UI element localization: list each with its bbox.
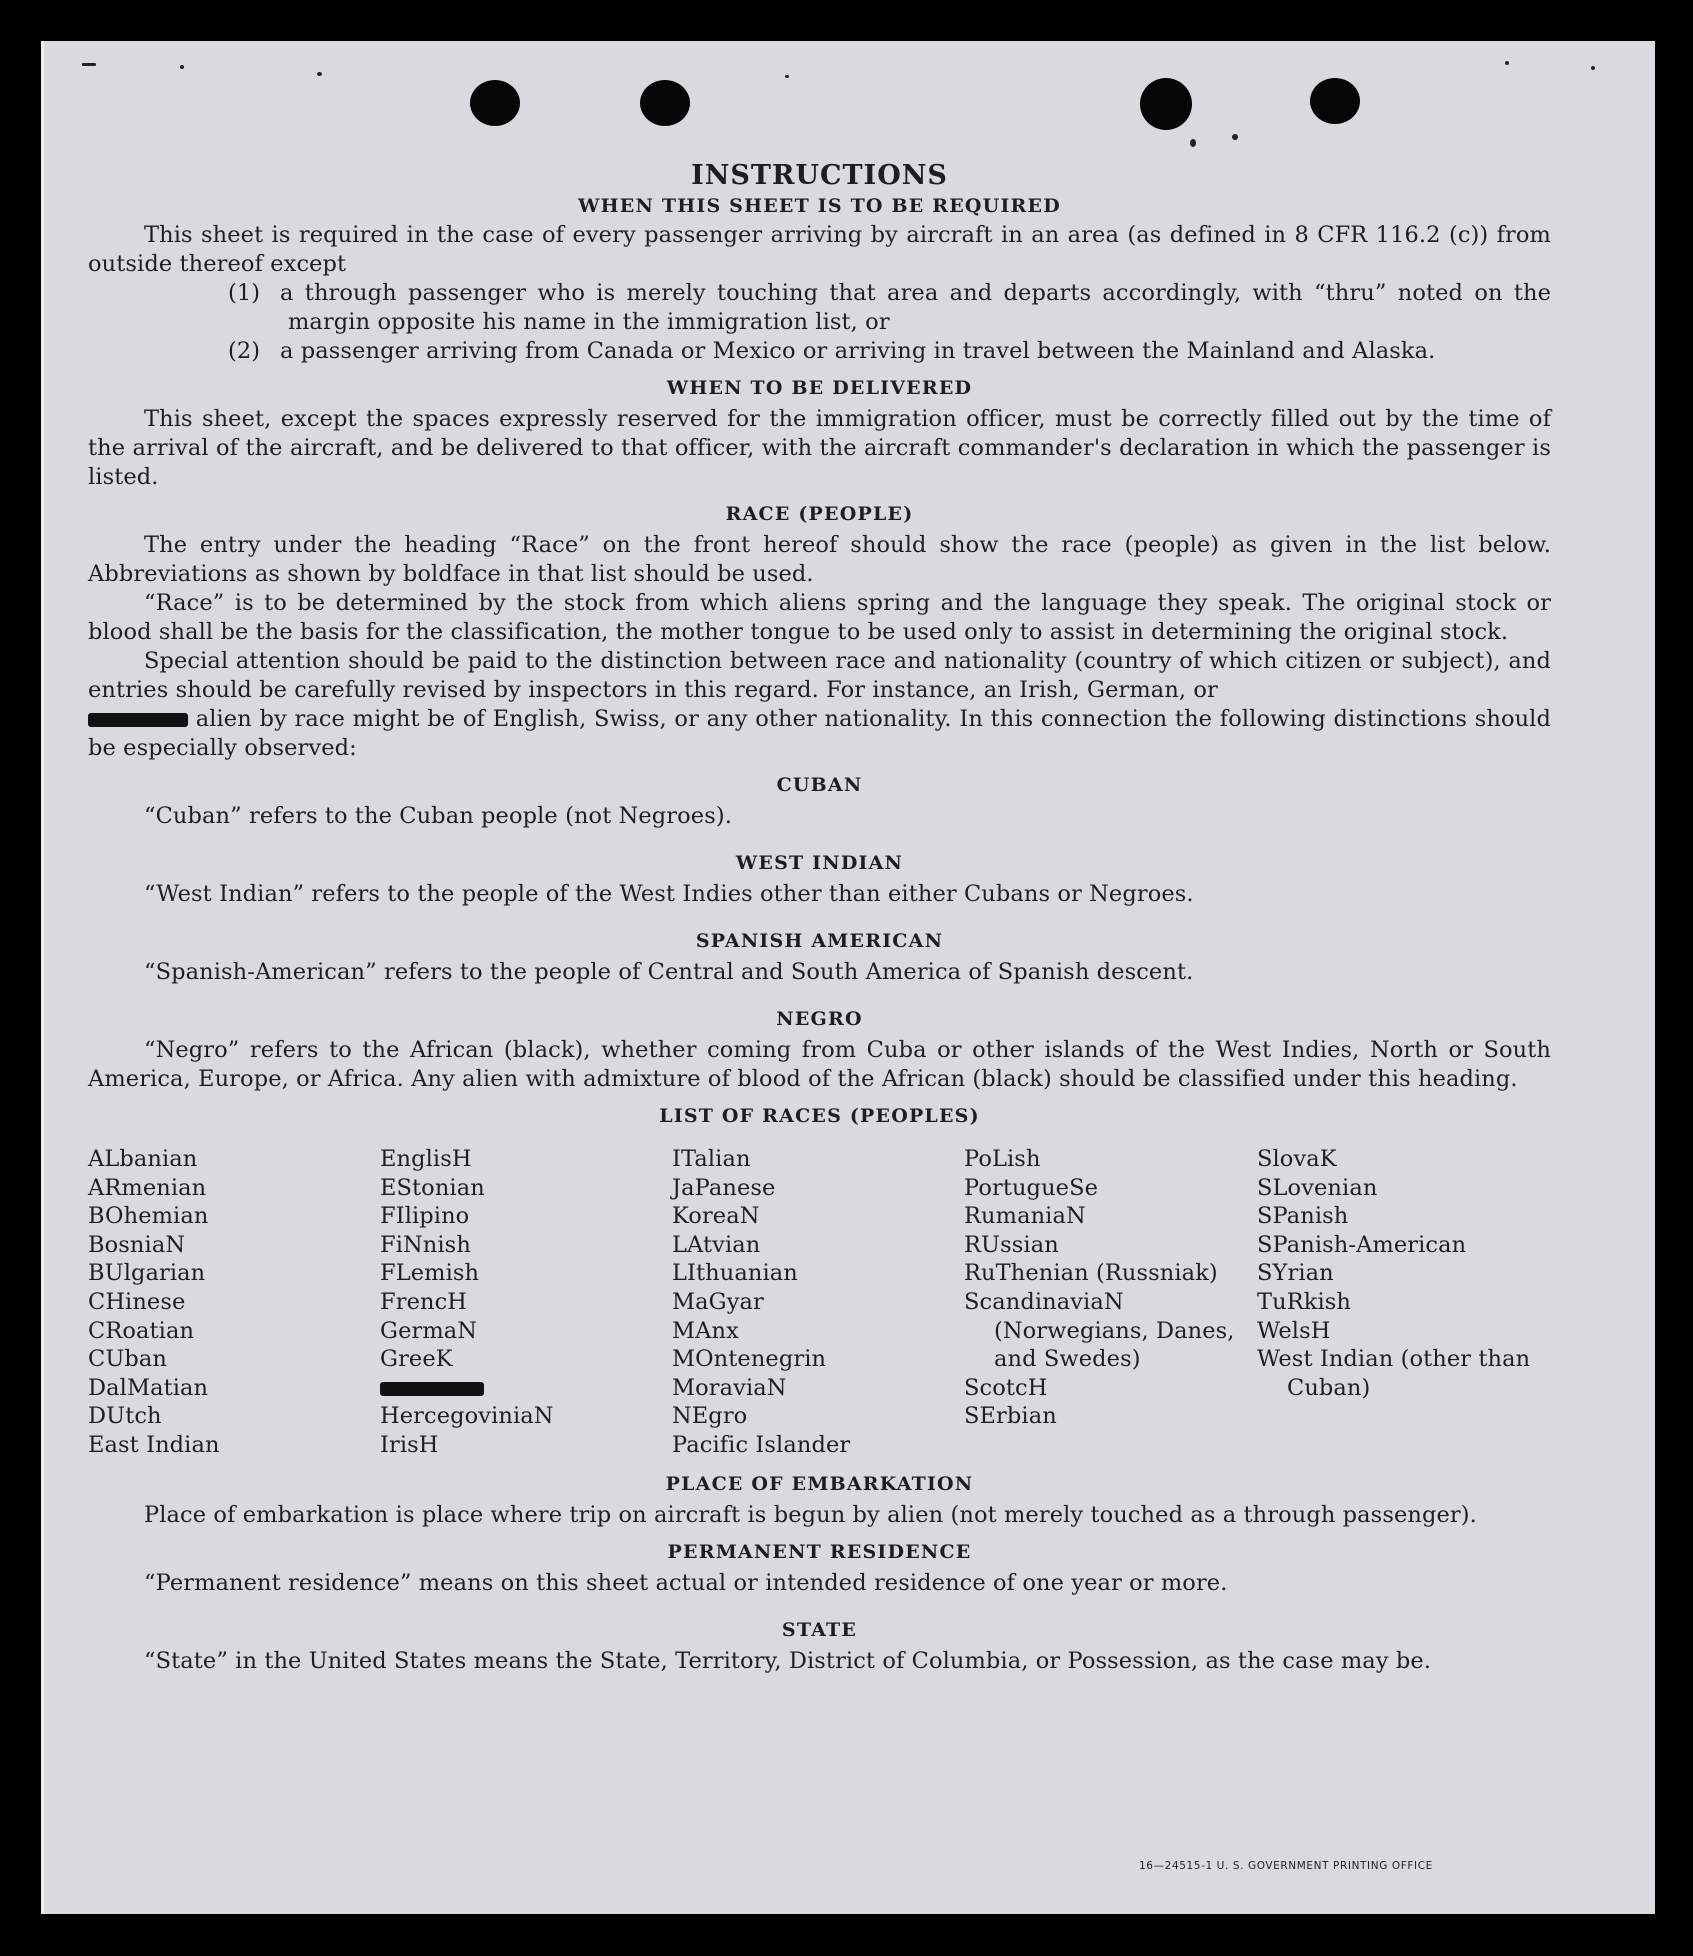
race-item: LIthuanian: [672, 1260, 798, 1287]
list-item: [88, 337, 1551, 366]
race-item: JaPanese: [672, 1174, 776, 1201]
paragraph: [88, 647, 1551, 763]
section-heading: PERMANENT RESIDENCE: [667, 1540, 972, 1563]
race-item: CHinese: [88, 1288, 186, 1315]
race-column: [88, 1145, 380, 1460]
section-heading: STATE: [781, 1618, 858, 1641]
race-item: East Indian: [88, 1431, 220, 1458]
item-number: (1): [228, 280, 261, 306]
race-item: Pacific Islander: [672, 1431, 851, 1458]
race-item: BUlgarian: [88, 1260, 206, 1287]
race-item: MoraviaN: [672, 1374, 787, 1401]
paragraph: The entry under the heading “Race” on the front hereof should show the race (people) as given in the list below. Abbreviations as shown by boldface in that list should be used.: [88, 532, 1551, 587]
list-item: [88, 279, 1551, 337]
paragraph: “West Indian” refers to the people of the West Indies other than either Cubans or Negroes.: [144, 881, 1194, 907]
section-heading: SPANISH AMERICAN: [695, 930, 944, 952]
race-item: FiNnish: [380, 1231, 471, 1258]
paragraph: “Spanish-American” refers to the people of Central and South America of Spanish descent.: [144, 959, 1194, 985]
race-item: West Indian (other than Cuban): [1257, 1346, 1531, 1401]
race-item: MAnx: [672, 1317, 739, 1344]
race-item: ALbanian: [88, 1146, 198, 1172]
race-item: RumaniaN: [964, 1203, 1086, 1230]
item-text: a through passenger who is merely touching that area and departs accordingly, with “thru” noted on the margin opposite his name in the immigration list, or: [280, 280, 1551, 335]
race-item: ScotcH: [964, 1374, 1048, 1401]
document-sheet: [41, 41, 1655, 1914]
race-item: DUtch: [88, 1403, 162, 1430]
speck: [1505, 61, 1509, 65]
paragraph: “Cuban” refers to the Cuban people (not Negroes).: [144, 803, 732, 829]
race-item: RUssian: [964, 1231, 1059, 1258]
punch-hole: [1140, 78, 1192, 130]
race-item: CRoatian: [88, 1317, 195, 1344]
race-item: GreeK: [380, 1346, 453, 1373]
speck: [1232, 134, 1238, 140]
race-item: BosniaN: [88, 1231, 186, 1258]
section-heading: WHEN THIS SHEET IS TO BE REQUIRED: [578, 195, 1061, 217]
race-item: SPanish-American: [1257, 1231, 1467, 1258]
race-item: TuRkish: [1257, 1288, 1352, 1315]
redaction-mark: [88, 713, 188, 727]
race-list: [88, 1145, 1551, 1460]
race-item: DalMatian: [88, 1374, 209, 1401]
paragraph: This sheet is required in the case of every passenger arriving by aircraft in an area (as defined in 8 CFR 116.2 (c)) from outside thereof except: [88, 222, 1551, 277]
punch-hole: [470, 80, 520, 126]
punch-hole: [1310, 78, 1360, 124]
race-item: FLemish: [380, 1260, 480, 1287]
speck: [1190, 139, 1196, 147]
speck: [317, 72, 322, 76]
race-item: EStonian: [380, 1174, 485, 1201]
text-run: alien by race might be of English, Swiss, or any other nationality. In this connection the following distinctions should be especially observed:: [88, 706, 1551, 761]
paragraph: This sheet, except the spaces expressly reserved for the immigration officer, must be correctly filled out by the time of the arrival of the aircraft, and be delivered to that officer, with the aircraft commander's declaration in which the passenger is listed.: [88, 406, 1551, 490]
race-item: MOntenegrin: [672, 1346, 827, 1373]
race-item: CUban: [88, 1346, 167, 1373]
race-item: NEgro: [672, 1403, 748, 1430]
race-item: GermaN: [380, 1317, 478, 1344]
section-heading: RACE (PEOPLE): [725, 503, 914, 525]
race-column: [1257, 1145, 1551, 1460]
item-number: (2): [228, 338, 261, 364]
race-item: SYrian: [1257, 1260, 1334, 1287]
item-text: a passenger arriving from Canada or Mexico or arriving in travel between the Mainland and Alaska.: [280, 338, 1436, 364]
section-heading: PLACE OF EMBARKATION: [665, 1472, 974, 1495]
race-item: SPanish: [1257, 1203, 1349, 1230]
paragraph: “Negro” refers to the African (black), whether coming from Cuba or other islands of the West Indies, North or South America, Europe, or Africa. Any alien with admixture of blood of the African (black) should be classified under this heading.: [88, 1037, 1551, 1092]
race-item-redacted: [380, 1374, 672, 1403]
race-item: IrisH: [380, 1431, 439, 1458]
punch-hole: [640, 80, 690, 126]
race-item: SlovaK: [1257, 1146, 1337, 1172]
paragraph: “Race” is to be determined by the stock from which aliens spring and the language they speak. The original stock or blood shall be the basis for the classification, the mother tongue to be used only to assist in determining the original stock.: [88, 590, 1551, 645]
page-title: INSTRUCTIONS: [691, 160, 948, 191]
paragraph: Place of embarkation is place where trip on aircraft is begun by alien (not merely touched as a through passenger).: [144, 1501, 1477, 1528]
race-item: ITalian: [672, 1146, 751, 1172]
race-item: LAtvian: [672, 1231, 761, 1258]
section-heading: CUBAN: [776, 774, 863, 796]
section-heading: WHEN TO BE DELIVERED: [666, 377, 973, 399]
printing-office-code: 16—24515-1 U. S. GOVERNMENT PRINTING OFFICE: [1139, 1860, 1433, 1872]
race-item: HercegoviniaN: [380, 1403, 554, 1430]
race-item: WelsH: [1257, 1317, 1331, 1344]
speck: [1591, 66, 1595, 70]
race-item: BOhemian: [88, 1203, 209, 1230]
paragraph: “State” in the United States means the State, Territory, District of Columbia, or Possession, as the case may be.: [144, 1647, 1432, 1674]
list-heading: LIST OF RACES (PEOPLES): [659, 1105, 980, 1127]
race-column: [380, 1145, 672, 1460]
race-item: ARmenian: [88, 1174, 207, 1201]
race-column: [964, 1145, 1257, 1460]
instructions-content: [88, 161, 1551, 1676]
race-column: [672, 1145, 964, 1460]
race-item: ScandinaviaN (Norwegians, Danes, and Swedes): [964, 1288, 1235, 1373]
race-item: FIlipino: [380, 1203, 470, 1230]
race-item: RuThenian (Russniak): [964, 1260, 1218, 1287]
text-run: Special attention should be paid to the distinction between race and nationality (country of which citizen or subject), and entries should be carefully revised by inspectors in this regard. For instance, an Irish, German, or: [88, 648, 1551, 703]
race-item: FrencH: [380, 1288, 467, 1315]
race-item: MaGyar: [672, 1288, 764, 1315]
speck: [785, 75, 789, 78]
race-item: PortugueSe: [964, 1174, 1099, 1201]
race-item: EnglisH: [380, 1146, 472, 1172]
section-heading: NEGRO: [776, 1008, 863, 1030]
race-item: SLovenian: [1257, 1174, 1378, 1201]
race-item: KoreaN: [672, 1203, 760, 1230]
paragraph: “Permanent residence” means on this sheet actual or intended residence of one year or more.: [144, 1569, 1228, 1596]
speck: [180, 65, 184, 69]
section-heading: WEST INDIAN: [735, 852, 904, 874]
race-item: PoLish: [964, 1146, 1041, 1172]
speck: [82, 63, 96, 66]
redaction-mark: [380, 1382, 484, 1396]
race-item: SErbian: [964, 1403, 1057, 1430]
